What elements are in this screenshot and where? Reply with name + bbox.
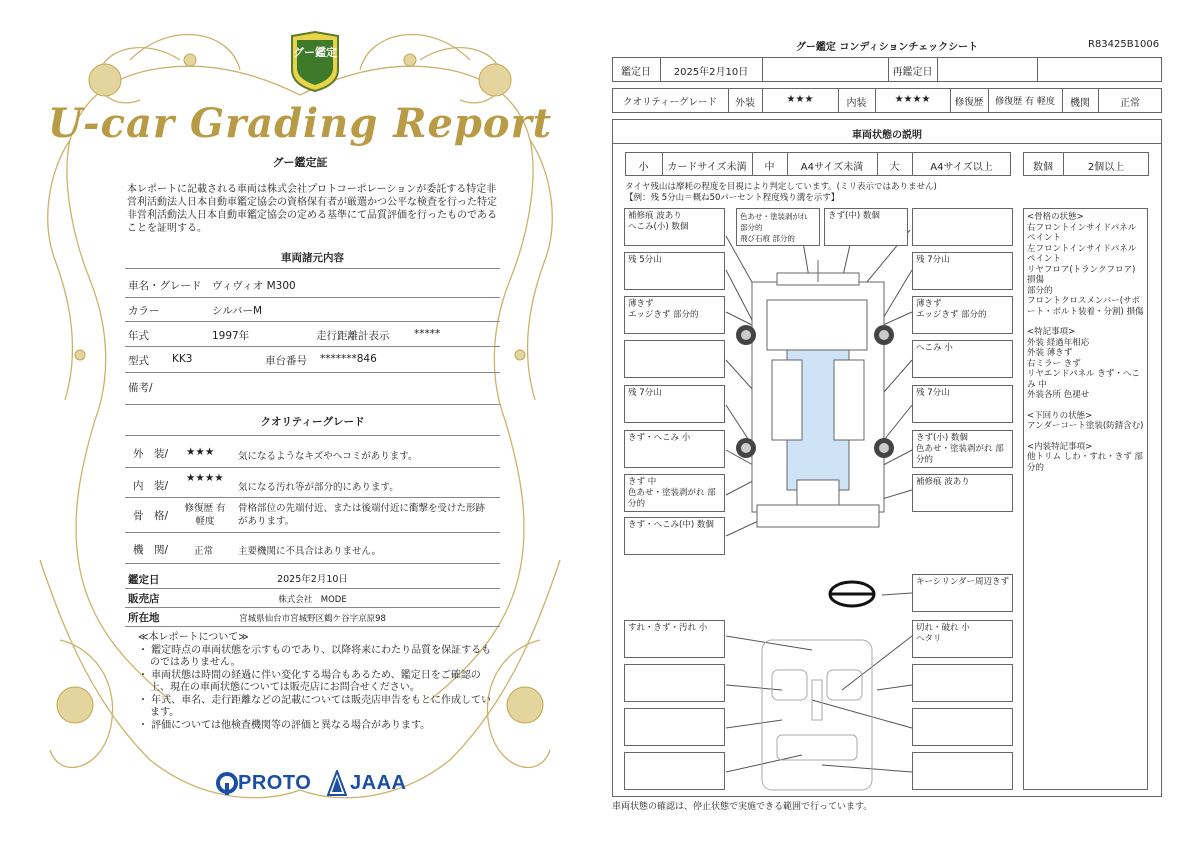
interior-label-left-4 bbox=[624, 752, 725, 790]
spec-section-title: 車両諸元内容 bbox=[281, 252, 344, 264]
interior-label-right-1: 切れ・破れ 小 ヘタリ bbox=[912, 620, 1013, 658]
quality-engine-desc: 主要機関に不具合はありません。 bbox=[238, 546, 382, 557]
condition-section-title: 車両状態の説明 bbox=[852, 130, 922, 141]
interior-label-right-4 bbox=[912, 752, 1013, 790]
color-label: カラー bbox=[128, 305, 160, 317]
quality-exterior-grade: ★★★ bbox=[186, 446, 215, 458]
ext-grade: ★★★ bbox=[786, 94, 814, 105]
repair-label: 修復歴 bbox=[954, 97, 984, 108]
size-large-desc: A4サイズ以上 bbox=[930, 162, 993, 173]
dealer-value: 株式会社 MODE bbox=[278, 595, 347, 605]
badge-text: グー鑑定 bbox=[293, 46, 337, 59]
damage-label-left-6: きず・へこみ 小 bbox=[624, 430, 725, 468]
tire-example: 【例：残 5分山＝概ね50パーセント程度残り溝を示す】 bbox=[625, 193, 840, 203]
name-value: ヴィヴィオ M300 bbox=[212, 280, 296, 292]
damage-label-left-7: きず 中 色あせ・塗装剥がれ 部分的 bbox=[624, 474, 725, 512]
date-value: 2025年2月10日 bbox=[673, 67, 749, 78]
remarks-label: 備考/ bbox=[128, 382, 153, 394]
proto-logo-icon bbox=[216, 772, 238, 796]
quality-section-title: クオリティーグレード bbox=[260, 416, 365, 428]
quality-exterior-desc: 気になるようなキズやヘコミがあります。 bbox=[238, 451, 418, 462]
name-label: 車名・グレード bbox=[128, 280, 202, 292]
appraisal-date-label: 鑑定日 bbox=[128, 574, 160, 586]
report-notes bbox=[138, 632, 498, 732]
damage-label-right-3: 薄きず エッジきず 部分的 bbox=[912, 296, 1013, 334]
size-medium-label: 中 bbox=[764, 162, 775, 173]
repair-value: 修復歴 有 軽度 bbox=[995, 97, 1055, 107]
frame-notes-body: 右フロントインサイドパネル ペイント 左フロントインサイドパネル ペイント リヤフロア(トランクフロア) 損傷 部分的 フロントクロスメンバー(サポート・ボルト装着・分割) 損傷 bbox=[1027, 222, 1144, 317]
date-label: 鑑定日 bbox=[621, 67, 651, 78]
interior-notes-body: 他トリム しわ・すれ・きず 部分的 bbox=[1027, 452, 1143, 473]
dealer-label: 販売店 bbox=[128, 593, 160, 605]
key-cylinder-label: キーシリンダー周辺きず bbox=[912, 574, 1013, 612]
int-label: 内装 bbox=[846, 98, 867, 109]
tire-note: タイヤ残山は摩耗の程度を目視により判定しています。(ミリ表示ではありません) bbox=[625, 182, 937, 192]
damage-label-right-6: きず(小) 数個 色あせ・塗装剥がれ 部分的 bbox=[912, 430, 1013, 468]
certificate-title: グー鑑定証 bbox=[272, 156, 328, 169]
damage-label-top-1: 色あせ・塗装剥がれ 部分的 飛び石痕 部分的 bbox=[736, 208, 820, 246]
sheet-title: グー鑑定 コンディションチェックシート bbox=[795, 42, 979, 53]
damage-label-right-1 bbox=[912, 208, 1013, 246]
damage-label-right-7: 補修痕 波あり bbox=[912, 474, 1013, 512]
damage-label-right-5: 残 7分山 bbox=[912, 385, 1013, 423]
sheet-id: R83425B1006 bbox=[1088, 39, 1160, 50]
note-item: ・ 評価については他検査機関等の評価と異なる場合があります。 bbox=[138, 719, 431, 731]
model-value: KK3 bbox=[172, 353, 193, 365]
jaaa-logo-icon bbox=[327, 770, 347, 796]
quality-interior-desc: 気になる汚れ等が部分的にあります。 bbox=[238, 482, 399, 493]
proto-brand: PROTO bbox=[238, 772, 312, 794]
size-large-label: 大 bbox=[889, 162, 900, 173]
damage-label-left-2: 残 5分山 bbox=[624, 252, 725, 290]
redate-label: 再鑑定日 bbox=[892, 67, 933, 78]
note-item: ・ 年式、車名、走行距離などの記載については販売店申告をもとに作成しています。 bbox=[138, 694, 491, 718]
interior-label-right-2 bbox=[912, 664, 1013, 702]
size-small-desc: カードサイズ未満 bbox=[667, 162, 747, 173]
quality-interior-grade: ★★★★ bbox=[186, 472, 224, 484]
size-small-label: 小 bbox=[638, 162, 649, 173]
frame-notes-heading: <骨格の状態> bbox=[1027, 212, 1084, 222]
interior-label-right-3 bbox=[912, 708, 1013, 746]
jaaa-brand: JAAA bbox=[350, 772, 407, 794]
interior-label-left-2 bbox=[624, 664, 725, 702]
ext-label: 外装 bbox=[735, 98, 755, 109]
size-medium-desc: A4サイズ未満 bbox=[800, 162, 864, 173]
sheet-footer: 車両状態の確認は、停止状態で実施できる範囲で行っています。 bbox=[612, 802, 873, 812]
model-label: 型式 bbox=[128, 355, 149, 367]
quality-exterior-label: 外 装/ bbox=[133, 448, 169, 460]
damage-label-left-8: きず・へこみ(中) 数個 bbox=[624, 517, 725, 555]
note-item: ・ 鑑定時点の車両状態を示すものであり、以降将来にわたり品質を保証するものではありません。 bbox=[138, 644, 492, 668]
report-title: U-car Grading Report bbox=[47, 100, 553, 147]
address-value: 宮城県仙台市宮城野区鶴ケ谷字京原98 bbox=[239, 614, 386, 624]
damage-label-left-3: 薄きず エッジきず 部分的 bbox=[624, 296, 725, 334]
year-value: 1997年 bbox=[212, 330, 250, 342]
interior-label-left-1: すれ・きず・汚れ 小 bbox=[624, 620, 725, 658]
quality-engine-grade: 正常 bbox=[194, 546, 214, 557]
color-value: シルバーM bbox=[212, 305, 263, 317]
chassis-label: 車台番号 bbox=[265, 355, 307, 367]
damage-label-left-5: 残 7分山 bbox=[624, 385, 725, 423]
int-grade: ★★★★ bbox=[894, 94, 931, 105]
engine-label: 機関 bbox=[1070, 98, 1090, 109]
appraisal-date-value: 2025年2月10日 bbox=[277, 574, 348, 585]
mileage-value: ***** bbox=[414, 328, 441, 340]
damage-label-left-4 bbox=[624, 340, 725, 378]
underbody-notes-body: アンダーコート塗装(防錆含む) bbox=[1027, 421, 1144, 431]
note-item: ・ 車両状態は時間の経過に伴い変化する場合もあるため、鑑定日をご確認の上、現在の車両状態については販売店にお問合せください。 bbox=[138, 669, 481, 693]
mileage-label: 走行距離計表示 bbox=[316, 330, 390, 342]
count-value: 2個以上 bbox=[1087, 162, 1125, 173]
damage-label-left-1: 補修痕 波あり へこみ(小) 数個 bbox=[624, 208, 725, 246]
quality-interior-label: 内 装/ bbox=[133, 480, 169, 492]
interior-label-left-3 bbox=[624, 708, 725, 746]
special-notes-body: 外装 経過年相応 外装 薄きず 右ミラー きず リヤエンドパネル きず・へこみ 中 外装各所 色褪せ bbox=[1027, 337, 1140, 400]
quality-engine-label: 機 関/ bbox=[133, 544, 169, 556]
qg-label: クオリティーグレード bbox=[622, 97, 718, 108]
quality-frame-grade: 修復歴 有 軽度 bbox=[184, 503, 226, 527]
condition-notes bbox=[1023, 208, 1148, 790]
certificate-statement: 本レポートに記載される車両は株式会社プロトコーポレーションが委託する特定非営利活動法人日本自動車鑑定協会の資格保有者が厳選かつ公平な検査を行った特定非営利活動法人日本自動車鑑定協会の定める基準にて品質評価を行ったものであることを証明する。 bbox=[127, 184, 497, 234]
year-label: 年式 bbox=[128, 330, 149, 342]
damage-label-right-2: 残 7分山 bbox=[912, 252, 1013, 290]
engine-value: 正常 bbox=[1120, 98, 1140, 109]
address-label: 所在地 bbox=[128, 612, 160, 624]
special-notes-heading: <特記事項> bbox=[1027, 327, 1076, 337]
chassis-value: *******846 bbox=[320, 353, 377, 365]
interior-notes-heading: <内装特記事項> bbox=[1027, 441, 1093, 452]
quality-frame-desc: 骨格部位の先端付近、または後端付近に衝撃を受けた形跡があります。 bbox=[238, 503, 486, 527]
goo-appraisal-badge-logo bbox=[288, 30, 342, 92]
count-label: 数個 bbox=[1033, 162, 1053, 173]
damage-label-top-2: きず(中) 数個 bbox=[824, 208, 908, 246]
quality-frame-label: 骨 格/ bbox=[133, 510, 169, 522]
damage-label-right-4: へこみ 小 bbox=[912, 340, 1013, 378]
underbody-notes-heading: <下回りの状態> bbox=[1027, 410, 1093, 421]
notes-heading: ≪本レポートについて≫ bbox=[138, 632, 249, 643]
